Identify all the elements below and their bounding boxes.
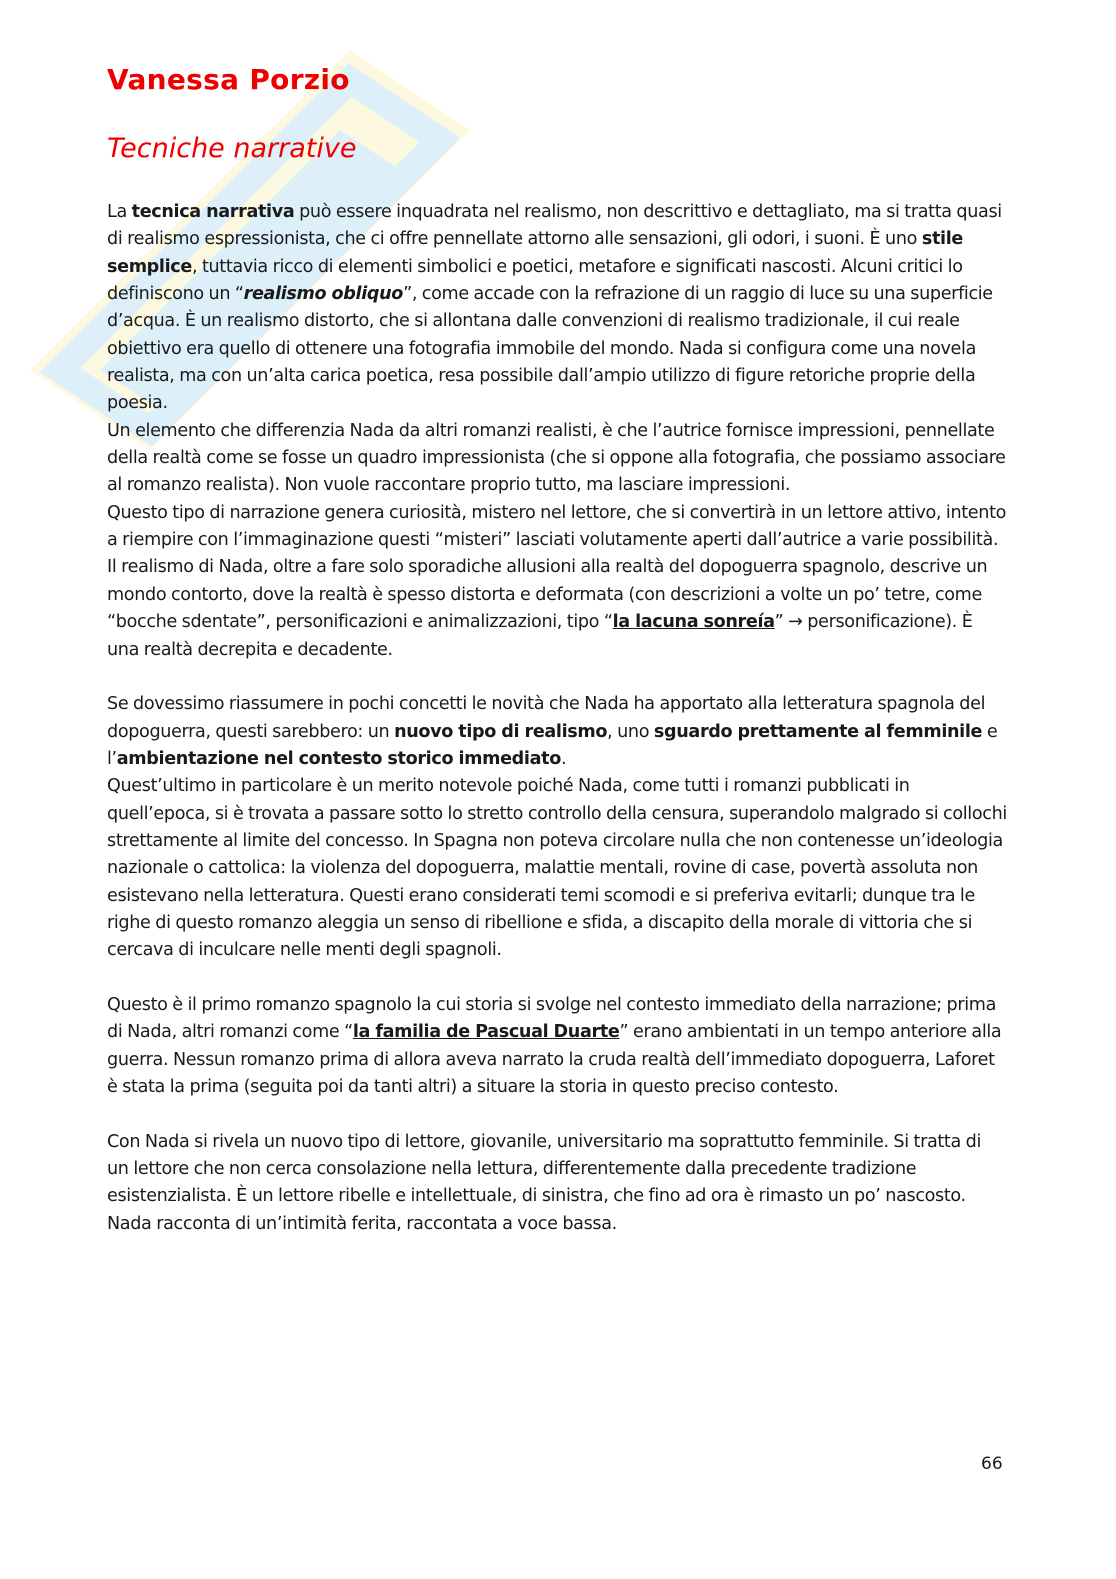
text-run: Quest’ultimo in particolare è un merito notevole poiché Nada, come tutti i romanzi pubblicati in quell’epoca, si è trovata a passare sotto lo stretto controllo della censura, superandolo malgrado si collochi strettamente al limite del concesso. In Spagna non poteva circolare nulla che non contenesse un’ideologia nazionale o cattolica: la violenza del dopoguerra, malattie mentali, rovine di case, povertà assoluta non esistevano nella letteratura. Questi erano considerati temi scomodi e si preferiva evitarli; dunque tra le righe di questo romanzo aleggia un senso di ribellione e sfida, a discapito della morale di vittoria che si cercava di inculcare nelle menti degli spagnoli. [107, 776, 1007, 961]
emphasis-text: stile semplice [107, 229, 963, 277]
emphasis-text: sguardo prettamente al femminile [653, 721, 983, 742]
paragraph [107, 199, 1007, 418]
text-run: e l’ [107, 721, 998, 769]
paragraph [107, 992, 1007, 1101]
emphasis-text: tecnica narrativa [131, 202, 295, 222]
text-run: ”, come accade con la refrazione di un raggio di luce su una superficie d’acqua. È un realismo distorto, che si allontana dalle convenzioni di realismo tradizionale, il cui reale obiettivo era quello di ottenere una fotografia immobile del mondo. Nada si configura come una novela realista, ma con un’alta carica poetica, resa possibile dall’ampio utilizzo di figure retoriche proprie della poesia. [107, 284, 993, 414]
text-run: Questo tipo di narrazione genera curiosità, mistero nel lettore, che si convertirà in un lettore attivo, intento a riempire con l’immaginazione questi “misteri” lasciati volutamente aperti dall’autrice a varie possibilità. [107, 502, 1007, 551]
text-run: può essere inquadrata nel realismo, non descrittivo e dettagliato, ma si tratta quasi di realismo espressionista, che ci offre pennellate attorno alle sensazioni, gli odori, i suoni. È uno [107, 202, 1002, 250]
emphasis-text: nuovo tipo di realismo [394, 721, 608, 742]
text-run: Se dovessimo riassumere in pochi concetti le novità che Nada ha apportato alla letteratura spagnola del dopoguerra, questi sarebbero: un [107, 694, 986, 742]
emphasis-text: la lacuna sonreía [612, 612, 775, 633]
text-run: Il realismo di Nada, oltre a fare solo sporadiche allusioni alla realtà del dopoguerra spagnolo, descrive un mondo contorto, dove la realtà è spesso distorta e deformata (con descrizioni a volte un po’ tetre, come “bocche sdentate”, personificazioni e animalizzazioni, tipo “ [107, 557, 988, 633]
text-run: ” → personificazione). È una realtà decrepita e decadente. [107, 612, 973, 660]
text-run: ” erano ambientati in un tempo anteriore alla guerra. Nessun romanzo prima di allora aveva narrato la cruda realtà dell’immediato dopoguerra, Laforet è stata la prima (seguita poi da tanti altri) a situare la storia in questo preciso contesto. [107, 1022, 1002, 1097]
text-run: Questo è il primo romanzo spagnolo la cui storia si svolge nel contesto immediato della narrazione; prima di Nada, altri romanzi come “ [107, 994, 997, 1043]
paragraph-gap [107, 664, 1007, 691]
document-page [107, 58, 1007, 1234]
text-run: Con Nada si rivela un nuovo tipo di lettore, giovanile, universitario ma soprattutto femminile. Si tratta di un lettore che non cerca consolazione nella lettura, differentemente dalla precedente tradizione esistenzialista. È un lettore ribelle e intellettuale, di sinistra, che fino ad ora è rimasto un po’ nascosto. Nada racconta di un’intimità ferita, raccontata a voce bassa. [107, 1131, 982, 1234]
paragraph-gap [107, 965, 1007, 992]
text-run: La [107, 202, 132, 222]
author-name: Vanessa Porzio [107, 63, 350, 96]
section-title: Tecniche narrative [107, 133, 357, 164]
text-run: , tuttavia ricco di elementi simbolici e poetici, metafore e significati nascosti. Alcuni critici lo definiscono un “ [107, 256, 963, 305]
paragraph-gap [107, 1101, 1007, 1128]
text-run: . [560, 748, 567, 769]
paragraph [107, 773, 1007, 964]
text-run: Un elemento che differenzia Nada da altri romanzi realisti, è che l’autrice fornisce impressioni, pennellate della realtà come se fosse un quadro impressionista (che si oppone alla fotografia, che possiamo associare al romanzo realista). Non vuole raccontare proprio tutto, ma lasciare impressioni. [107, 420, 1006, 496]
paragraph [107, 1129, 1007, 1238]
paragraph [107, 554, 1007, 663]
text-run: , uno [607, 721, 654, 742]
paragraph [107, 418, 1007, 500]
body-text [107, 199, 1007, 1238]
emphasis-text: ambientazione nel contesto storico immediato [116, 748, 561, 769]
page-number: 66 [981, 1454, 1003, 1474]
paragraph [107, 691, 1007, 773]
paragraph [107, 500, 1007, 555]
emphasis-text: realismo obliquo [243, 284, 404, 305]
emphasis-text: la familia de Pascual Duarte [352, 1022, 620, 1043]
